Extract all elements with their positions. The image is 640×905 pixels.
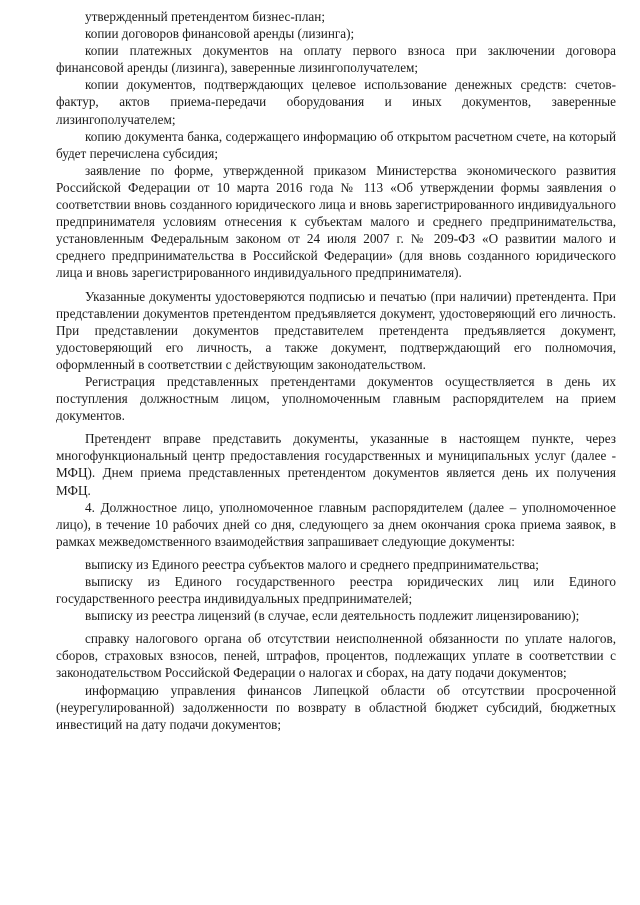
- paragraph-target-use-documents: копии документов, подтверждающих целевое использование денежных средств: счетов-фактур, актов приема-передачи оборудования и иных документов, заверенные лизингополучателем;: [56, 77, 616, 127]
- paragraph-state-registry-extract: выписку из Единого государственного реестра юридических лиц или Единого государственного реестра индивидуальных предпринимателей;: [56, 574, 616, 607]
- paragraph-license-registry-extract: выписку из реестра лицензий (в случае, если деятельность подлежит лицензированию);: [85, 608, 580, 624]
- paragraph-bank-document: копию документа банка, содержащего информацию об открытом расчетном счете, на который будет перечислена субсидия;: [56, 128, 616, 161]
- paragraph-mfc: Претендент вправе представить документы, указанные в настоящем пункте, через многофункциональный центр предоставления государственных и муниципальных услуг (далее - МФЦ). Днем приема представленных претендентом документов является день их получения МФЦ.: [56, 431, 616, 498]
- paragraph-leasing-contracts: копии договоров финансовой аренды (лизинга);: [85, 26, 355, 42]
- paragraph-application-form: заявление по форме, утвержденной приказом Министерства экономического развития Российской Федерации от 10 марта 2016 года № 113 «Об утверждении формы заявления о соответствии вновь созданного юридического лица и вновь зарегистрированного индивидуального предпринимателя условиям отнесения к субъектам малого и среднего предпринимательства, установленным Федеральным законом от 24 июля 2007 г. № 209-ФЗ «О развитии малого и среднего предпринимательства в Российской Федерации» (для вновь созданного юридического лица и вновь зарегистрированного индивидуального предпринимателя).: [56, 162, 616, 281]
- paragraph-registration: Регистрация представленных претендентами документов осуществляется в день их поступления должностным лицом, уполномоченным главным распорядителем на прием документов.: [56, 373, 616, 424]
- paragraph-finance-department-info: информацию управления финансов Липецкой области об отсутствии просроченной (неурегулированной) задолженности по возврату в областной бюджет субсидий, бюджетных инвестиций на дату подачи документов;: [56, 682, 616, 732]
- paragraph-payment-documents: копии платежных документов на оплату первого взноса при заключении договора финансовой аренды (лизинга), заверенные лизингополучателем;: [56, 43, 616, 76]
- paragraph-tax-certificate: справку налогового органа об отсутствии неисполненной обязанности по уплате налогов, сборов, страховых взносов, пеней, штрафов, процентов, подлежащих уплате в соответствии с законодательством Российской Федерации о налогах и сборах, на дату подачи документов;: [56, 631, 616, 681]
- paragraph-document-certification: Указанные документы удостоверяются подписью и печатью (при наличии) претендента. При представлении документов претендентом предъявляется документ, удостоверяющий его личность. При представлении документов представителем претендента предъявляется документ, удостоверяющий его личность, а также документ, подтверждающий его полномочия, оформленный в соответствии с действующим законодательством.: [56, 288, 616, 372]
- paragraph-section-4: 4. Должностное лицо, уполномоченное главным распорядителем (далее – уполномоченное лицо), в течение 10 рабочих дней со дня, следующего за днем окончания срока приема заявок, в рамках межведомственного взаимодействия запрашивает следующие документы:: [56, 499, 616, 549]
- paragraph-sme-registry-extract: выписку из Единого реестра субъектов малого и среднего предпринимательства;: [85, 556, 539, 572]
- paragraph-business-plan: утвержденный претендентом бизнес-план;: [85, 9, 326, 24]
